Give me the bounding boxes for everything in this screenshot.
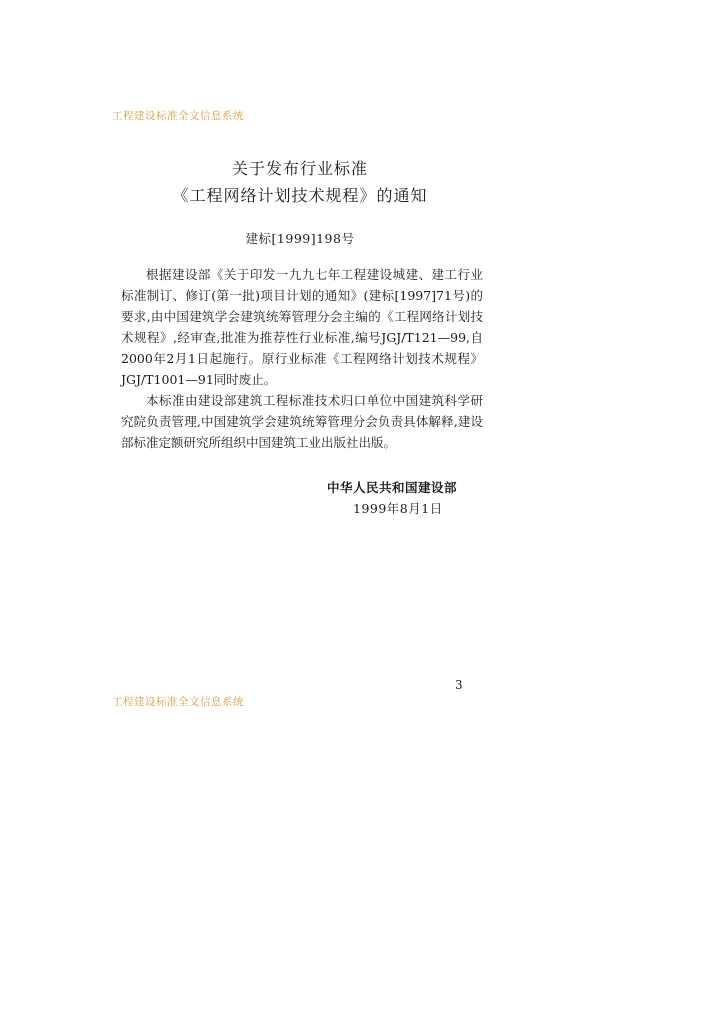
- watermark-top: 工程建设标准全文信息系统: [112, 110, 244, 122]
- notice-title-line-1: 关于发布行业标准: [231, 159, 368, 178]
- notice-body: [121, 264, 483, 453]
- body-paragraph-2: 本标准由建设部建筑工程标准技术归口单位中国建筑科学研究院负责管理,中国建筑学会建筑统筹管理分会负责具体解释,建设部标准定额研究所组织中国建筑工业出版社出版。: [121, 393, 483, 450]
- watermark-bottom: 工程建设标准全文信息系统: [112, 696, 244, 708]
- body-paragraph-1: 根据建设部《关于印发一九九七年工程建设城建、建工行业标准制订、修订(第一批)项目计划的通知》(建标[1997]71号)的要求,由中国建筑学会建筑统筹管理分会主编的《工程网络计划技术规程》,经审查,批准为推荐性行业标准,编号JGJ/T121—99,自2000年2月1日起施行。原行业标准《工程网络计划技术规程》JGJ/T1001—91同时废止。: [121, 267, 483, 387]
- document-number: 建标[1999]198号: [245, 231, 355, 246]
- issue-date: 1999年8月1日: [353, 501, 443, 516]
- page-number: 3: [455, 678, 463, 692]
- notice-title-line-2: 《工程网络计划技术规程》的通知: [172, 186, 428, 205]
- issuing-organization: 中华人民共和国建设部: [327, 480, 458, 495]
